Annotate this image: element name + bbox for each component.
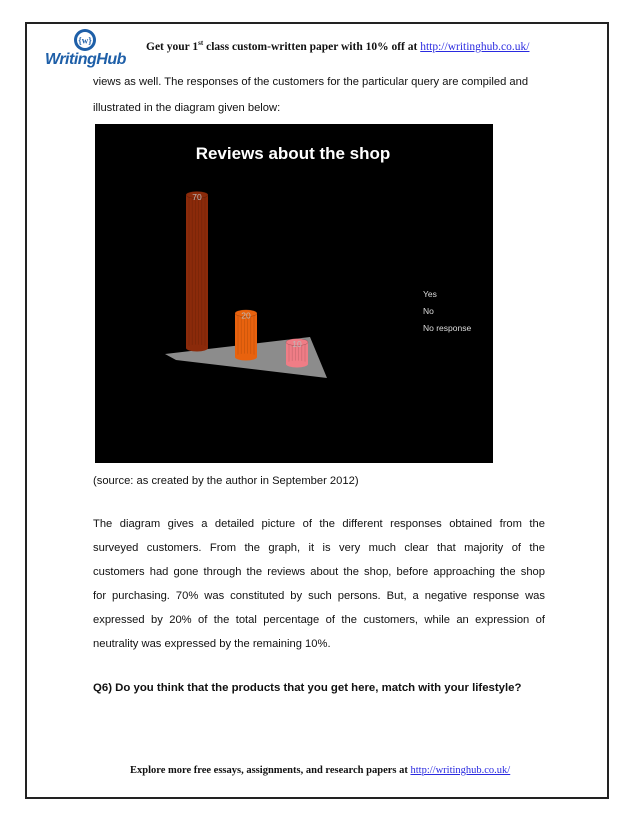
intro-line-1: views as well. The responses of the customers for the particular query are compiled and xyxy=(93,76,529,88)
chart-title: Reviews about the shop xyxy=(195,144,391,163)
analysis-line: customers had gone through the reviews about the shop, before approaching the shop xyxy=(93,566,545,578)
logo-emblem-icon xyxy=(45,28,125,52)
analysis-line: surveyed customers. From the graph, it is very much clear that majority of the xyxy=(93,542,545,554)
logo-text: WritingHub xyxy=(45,51,126,68)
promo-text-end: class custom-written paper with 10% off at xyxy=(203,40,421,53)
promo-link[interactable]: http://writinghub.co.uk/ xyxy=(420,40,530,53)
bar-value-label: 70 xyxy=(192,191,202,202)
legend-entry: No response xyxy=(423,323,472,333)
analysis-line: for purchasing. 70% was constituted by such persons. But, a negative response was xyxy=(93,590,545,602)
question-heading: Q6) Do you think that the products that you get here, match with your lifestyle? xyxy=(93,682,522,694)
reviews-chart xyxy=(95,124,493,463)
promo-text-start: Get your 1 xyxy=(146,40,199,53)
legend-entry: Yes xyxy=(423,289,437,299)
footer-link[interactable]: http://writinghub.co.uk/ xyxy=(410,765,511,776)
intro-line-2: illustrated in the diagram given below: xyxy=(93,102,281,114)
analysis-paragraph xyxy=(93,512,545,656)
source-caption: (source: as created by the author in September 2012) xyxy=(93,475,359,487)
header-promo xyxy=(146,39,586,53)
bar-yes xyxy=(186,191,208,351)
bar-value-label: 10 xyxy=(292,339,302,350)
writinghub-logo[interactable] xyxy=(45,28,125,72)
bar-value-label: 20 xyxy=(241,310,251,321)
chart-svg xyxy=(95,124,493,463)
legend-entry: No xyxy=(423,306,434,316)
logo-mark: {w} xyxy=(78,35,92,46)
analysis-line: The diagram gives a detailed picture of the different responses obtained from the xyxy=(93,518,545,530)
footer-text: Explore more free essays, assignments, and research papers at xyxy=(130,765,411,776)
analysis-line: neutrality was expressed by the remaining 10%. xyxy=(93,638,331,650)
promo-superscript: st xyxy=(198,39,204,47)
footer xyxy=(130,765,530,776)
analysis-line: expressed by 20% of the total percentage of the customers, while an expression of xyxy=(93,614,545,626)
